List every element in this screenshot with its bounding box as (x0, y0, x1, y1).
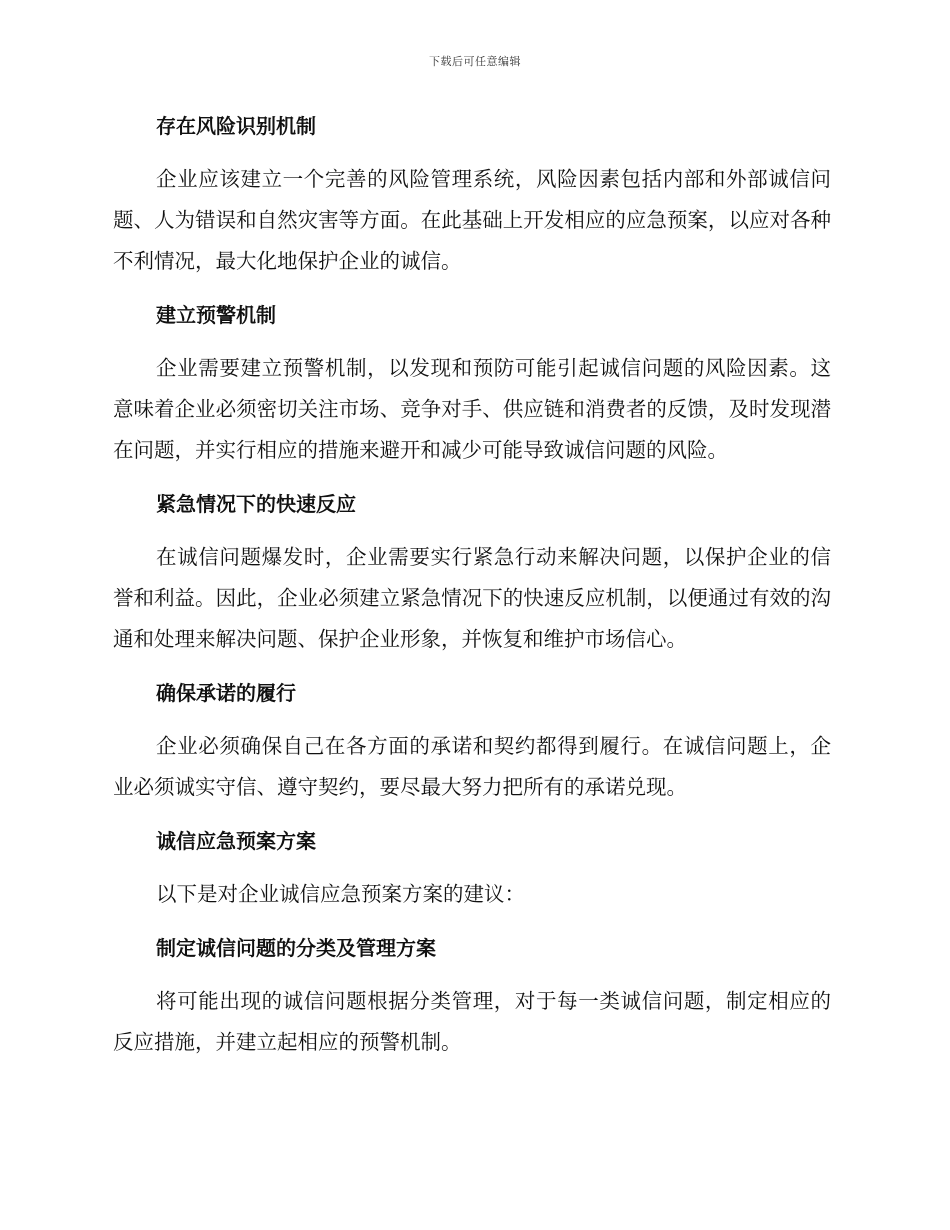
paragraph-rapid-response: 在诚信问题爆发时，企业需要实行紧急行动来解决问题，以保护企业的信誉和利益。因此，企业必须建立紧急情况下的快速反应机制，以便通过有效的沟通和处理来解决问题、保护企业形象，并恢复和维护市场信心。 (113, 545, 831, 651)
section-heading-emergency-plan: 诚信应急预案方案 (156, 829, 316, 853)
paragraph-risk-identification: 企业应该建立一个完善的风险管理系统，风险因素包括内部和外部诚信问题、人为错误和自然灾害等方面。在此基础上开发相应的应急预案，以应对各种不利情况，最大化地保护企业的诚信。 (113, 167, 831, 273)
section-heading-risk-identification: 存在风险识别机制 (156, 114, 316, 138)
paragraph-early-warning: 企业需要建立预警机制，以发现和预防可能引起诚信问题的风险因素。这意味着企业必须密切关注市场、竞争对手、供应链和消费者的反馈，及时发现潜在问题，并实行相应的措施来避开和减少可能导致诚信问题的风险。 (113, 356, 831, 462)
section-heading-rapid-response: 紧急情况下的快速反应 (156, 492, 356, 516)
document-body (113, 108, 831, 1078)
section-heading-early-warning: 建立预警机制 (156, 303, 276, 327)
page-header: 下载后可任意编辑 (429, 55, 521, 68)
paragraph-commitment: 企业必须确保自己在各方面的承诺和契约都得到履行。在诚信问题上，企业必须诚实守信、遵守契约，要尽最大努力把所有的承诺兑现。 (113, 734, 831, 799)
section-heading-commitment: 确保承诺的履行 (156, 681, 296, 705)
paragraph-emergency-plan: 以下是对企业诚信应急预案方案的建议： (156, 882, 525, 906)
paragraph-classification: 将可能出现的诚信问题根据分类管理，对于每一类诚信问题，制定相应的反应措施，并建立起相应的预警机制。 (113, 989, 831, 1054)
section-heading-classification: 制定诚信问题的分类及管理方案 (156, 936, 436, 960)
